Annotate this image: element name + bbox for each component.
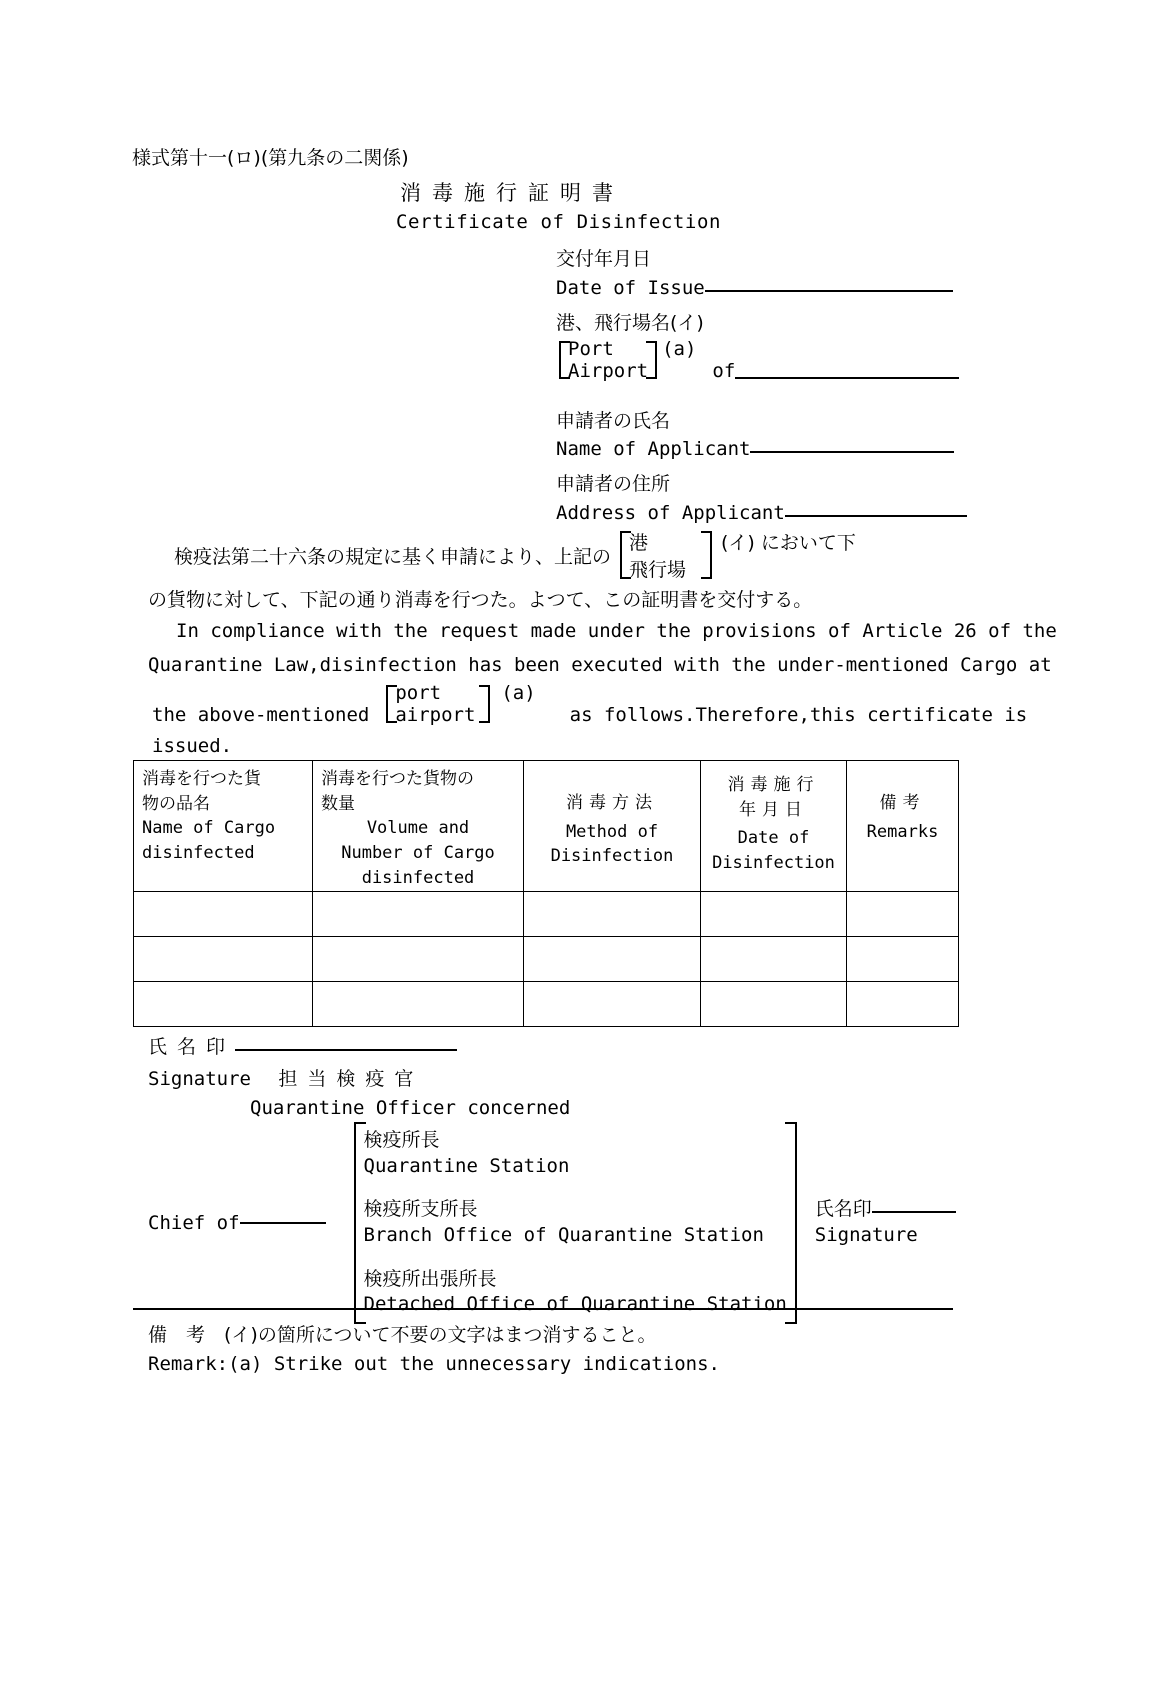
- jp-brace-option-port: 港: [629, 532, 649, 554]
- brace-left-icon: [350, 1122, 364, 1324]
- jp-brace-option-airport: 飛行場: [629, 559, 687, 581]
- port-airport-brace: [556, 338, 660, 382]
- header-jp-line1: 消毒施行: [727, 775, 820, 795]
- cell-cargo-name[interactable]: [134, 982, 313, 1027]
- header-jp-line1: 消毒を行つた貨物の: [321, 769, 474, 789]
- cell-method[interactable]: [524, 892, 701, 937]
- brace-left-icon: [617, 528, 629, 582]
- header-jp-line1: 消毒を行つた貨: [142, 769, 261, 789]
- brace-left-icon: [383, 682, 395, 726]
- table-header-method: [524, 761, 701, 892]
- cell-remarks[interactable]: [847, 982, 959, 1027]
- en-brace-option-airport: airport: [395, 704, 476, 726]
- page-title: 消毒施行証明書: [400, 181, 624, 205]
- cell-cargo-name[interactable]: [134, 892, 313, 937]
- cell-remarks[interactable]: [847, 892, 959, 937]
- label-applicant-name-en: Name of Applicant: [556, 438, 751, 460]
- cell-method[interactable]: [524, 937, 701, 982]
- cell-cargo-volume[interactable]: [313, 982, 524, 1027]
- applicant-name-input[interactable]: [750, 451, 954, 453]
- header-jp-line2: 数量: [321, 793, 355, 814]
- option-label-jp: 検疫所出張所長: [363, 1267, 497, 1290]
- chief-name-seal-input[interactable]: [872, 1211, 956, 1213]
- brace-right-icon: [703, 528, 715, 582]
- page-title-english: Certificate of Disinfection: [396, 211, 722, 233]
- label-chief-of: Chief of: [148, 1211, 240, 1234]
- label-date-of-issue-jp: 交付年月日: [556, 248, 652, 270]
- option-label-jp: 検疫所支所長: [363, 1198, 478, 1221]
- label-officer-jp: 担当検疫官: [278, 1068, 424, 1090]
- header-jp: 消毒方法: [566, 793, 658, 813]
- header-en-line3: disinfected: [361, 867, 475, 888]
- cell-method[interactable]: [524, 982, 701, 1027]
- option-label-en: Detached Office of Quarantine Station: [363, 1293, 787, 1316]
- body-en-text-part1: the above-mentioned: [152, 704, 370, 726]
- header-en-line1: Method of: [565, 821, 659, 842]
- body-paragraph-en-line3: [152, 682, 1027, 726]
- body-paragraph-en-line4: issued.: [152, 735, 233, 757]
- cell-date[interactable]: [701, 937, 847, 982]
- table-header-cargo-volume: [313, 761, 524, 892]
- label-port-airport-jp: 港、飛行場名(イ): [556, 312, 704, 334]
- port-option-label: Port: [568, 338, 614, 360]
- brace-left-icon: [556, 338, 568, 382]
- option-label-en: Branch Office of Quarantine Station: [363, 1223, 764, 1246]
- station-option-branch[interactable]: [364, 1197, 787, 1248]
- body-jp-text-part2: (イ) において下: [721, 532, 856, 554]
- label-name-seal-jp: 氏名印: [148, 1036, 236, 1058]
- cell-cargo-name[interactable]: [134, 937, 313, 982]
- brace-right-icon: [787, 1122, 801, 1324]
- option-label-jp: 検疫所長: [363, 1129, 440, 1151]
- header-en-line1: Name of Cargo: [142, 818, 276, 839]
- port-airport-brace-en: [383, 682, 493, 726]
- remark-note-jp: 備 考 (イ)の箇所について不要の文字はまつ消すること。: [148, 1324, 657, 1346]
- port-name-input[interactable]: [735, 377, 959, 379]
- signature-name-seal-row: [148, 1032, 457, 1059]
- horizontal-divider: [133, 1308, 953, 1310]
- body-paragraph-en-line2: Quarantine Law,disinfection has been executed with the under-mentioned Cargo at: [148, 654, 1052, 676]
- header-jp: 備考: [879, 793, 926, 813]
- port-airport-brace-jp: [617, 528, 715, 582]
- cell-remarks[interactable]: [847, 937, 959, 982]
- applicant-address-input[interactable]: [785, 515, 967, 517]
- airport-option-label: Airport: [568, 360, 649, 382]
- label-chief-signature-en: Signature: [814, 1223, 918, 1246]
- header-jp-line2: 物の品名: [142, 793, 210, 814]
- label-applicant-address-en: Address of Applicant: [556, 502, 785, 524]
- header-en: Remarks: [866, 821, 939, 842]
- form-number: 様式第十一(ロ)(第九条の二関係): [132, 147, 409, 169]
- station-options-brace: [350, 1122, 801, 1324]
- chief-of-input[interactable]: [240, 1222, 326, 1224]
- header-en-line2: Disinfection: [550, 846, 674, 867]
- port-footnote-marker: (a): [662, 338, 697, 360]
- body-paragraph-jp-line1: [174, 528, 856, 582]
- field-applicant-name: [556, 438, 954, 460]
- signature-officer-row: [148, 1064, 423, 1091]
- en-brace-option-port: port: [395, 682, 442, 704]
- header-en-line2: Number of Cargo: [341, 842, 495, 863]
- body-en-text-part2: as follows.Therefore,this certificate is: [569, 704, 1028, 726]
- header-jp-line2: 年月日: [739, 799, 808, 820]
- option-label-en: Quarantine Station: [363, 1154, 570, 1177]
- en-brace-footnote-marker: (a): [501, 682, 536, 704]
- cell-date[interactable]: [701, 982, 847, 1027]
- table-header-date: [701, 761, 847, 892]
- table-row: [134, 892, 959, 937]
- label-applicant-name-jp: 申請者の氏名: [556, 410, 671, 432]
- label-name-seal-jp: 氏名印: [814, 1198, 872, 1221]
- chief-name-seal-field: [815, 1197, 956, 1223]
- table-row: [134, 937, 959, 982]
- table-header-remarks: [847, 761, 959, 892]
- disinfection-table: [133, 760, 959, 1027]
- cell-date[interactable]: [701, 892, 847, 937]
- field-applicant-address: [556, 502, 967, 524]
- body-paragraph-jp-line2: の貨物に対して、下記の通り消毒を行つた。よつて、この証明書を交付する。: [148, 589, 813, 611]
- port-of-label: of: [712, 360, 736, 382]
- cell-cargo-volume[interactable]: [313, 892, 524, 937]
- label-applicant-address-jp: 申請者の住所: [556, 473, 671, 495]
- station-option-detached[interactable]: [364, 1267, 787, 1318]
- station-option-headquarters[interactable]: [364, 1128, 787, 1179]
- label-date-of-issue-en: Date of Issue: [556, 277, 705, 299]
- field-port-airport: [556, 338, 959, 382]
- table-row: [134, 982, 959, 1027]
- body-paragraph-en-line1: In compliance with the request made under the provisions of Article 26 of the: [176, 620, 1057, 642]
- chief-signature-block: [815, 1197, 956, 1248]
- table-header-row: [134, 761, 959, 892]
- header-en-line1: Volume and: [366, 818, 470, 839]
- brace-right-icon: [481, 682, 493, 726]
- field-date-of-issue: [556, 277, 953, 299]
- cell-cargo-volume[interactable]: [313, 937, 524, 982]
- officer-name-seal-input[interactable]: [235, 1049, 457, 1051]
- table-header-cargo-name: [134, 761, 313, 892]
- label-signature-en: Signature: [148, 1068, 251, 1090]
- brace-right-icon: [648, 338, 660, 382]
- date-of-issue-input[interactable]: [705, 290, 953, 292]
- label-officer-en: Quarantine Officer concerned: [250, 1097, 571, 1119]
- chief-of-row: [148, 1122, 956, 1324]
- body-jp-text-part1: 検疫法第二十六条の規定に基く申請により、上記の: [174, 545, 612, 568]
- remark-note-en: Remark:(a) Strike out the unnecessary indications.: [148, 1353, 720, 1375]
- header-en-line2: Disinfection: [712, 852, 835, 873]
- header-en-line1: Date of: [737, 828, 810, 849]
- header-en-line2: disinfected: [142, 842, 255, 863]
